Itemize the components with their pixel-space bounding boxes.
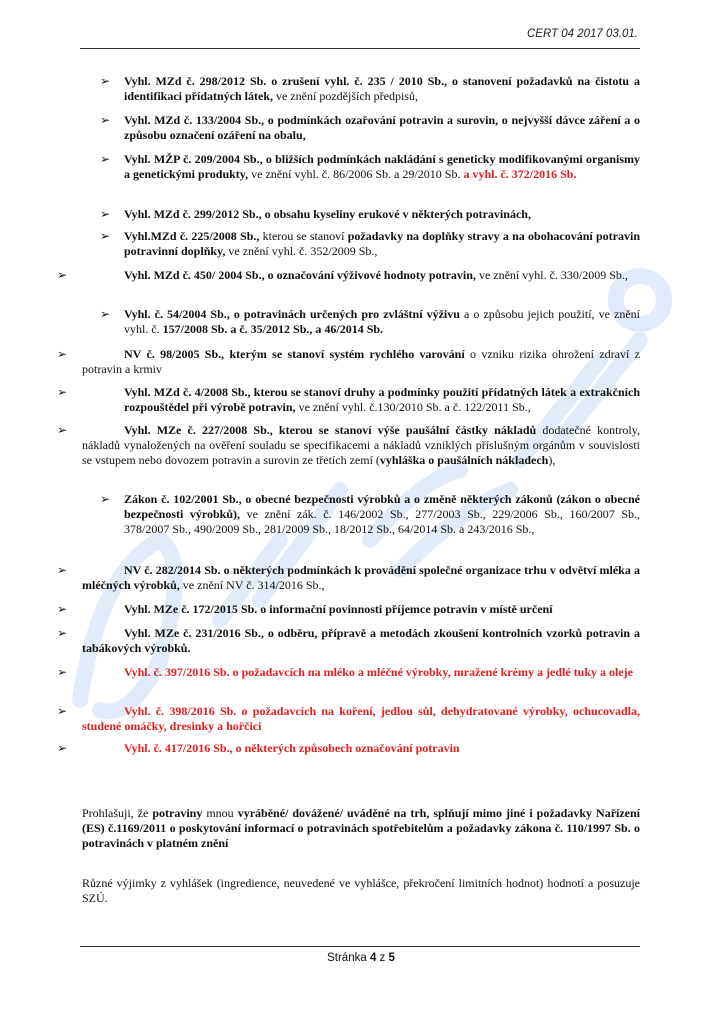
list-item-text: ve znění vyhl. č. 352/2009 Sb., [225,243,378,258]
bullet-arrow-icon: ➢ [57,626,68,640]
bullet-arrow-icon: ➢ [57,563,68,577]
list-item-title: Vyhl. č. 54/2004 Sb., o potravinách určených pro zvláštní výživu [124,307,460,321]
list-item-text: ), [548,452,556,467]
list-item [124,229,640,259]
list-item [124,385,640,415]
list-item-title: Vyhl. MZe č. 172/2015 Sb. o informační povinnosti příjemce potravin v místě určení [124,602,553,616]
bullet-arrow-icon: ➢ [57,602,68,616]
list-item-title: Vyhl. MZd č. 299/2012 Sb., o obsahu kyseliny erukové v některých potravinách, [124,207,531,221]
declaration-text-bold: potraviny [152,806,203,820]
list-item-text: ve znění zák. č. 146/2002 Sb., 277/2003 Sb., 229/2006 Sb., 160/2007 Sb., 378/2007 Sb., 490/2009 Sb., 281/2009 Sb., 18/2012 Sb., 64/2014 Sb. a 243/2016 Sb., [124,506,641,536]
declaration-text: Prohlašuji, že [82,806,153,820]
bullet-arrow-icon: ➢ [57,268,68,282]
list-item [124,113,640,143]
list-item [82,741,640,756]
list-item [82,347,640,377]
list-item [82,423,640,467]
list-item-highlight: Vyhl. č. 398/2016 Sb. o požadavcích na koření, jedlou sůl, dehydratované výrobky, ochucovadla, studené omáčky, dresinky a hořčici [82,704,640,733]
declaration-text-bold: vyráběné/ dovážené/ uváděné na trh, splňují mimo jiné i požadavky Nařízení (ES) č.1169/2011 o poskytování informací o potravinách spotřebitelům a požadavky zákona č. 110/1997 Sb. o potravinách v platném znění [82,806,641,850]
bullet-arrow-icon: ➢ [100,152,111,166]
list-item-title: Vyhl. MZe č. 231/2016 Sb., o odběru, přípravě a metodách zkoušení kontrolních vzorků potravin a tabákových výrobků. [82,626,640,655]
list-item [124,152,640,182]
list-item-highlight: Vyhl. č. 397/2016 Sb. o požadavcích na mléko a mléčné výrobky, mražené krémy a jedlé tuky a oleje [124,665,633,679]
bullet-arrow-icon: ➢ [57,741,68,755]
page-label: Stránka [327,952,370,964]
list-item-title: Vyhl. MZd č. 450/ 2004 Sb., o označování výživové hodnoty potravin, [124,268,476,282]
bullet-arrow-icon: ➢ [100,307,111,321]
exemptions-paragraph: Různé výjimky z vyhlášek (ingredience, neuvedené ve vyhlášce, překročení limitních hodnot) hodnotí a posuzuje SZÚ. [82,876,640,905]
list-item [124,492,640,536]
list-item-highlight: a vyhl. č. 372/2016 Sb. [460,166,577,181]
bullet-arrow-icon: ➢ [57,385,68,399]
list-item [124,74,640,104]
list-item [124,602,640,617]
list-item-text: ve znění vyhl. č.130/2010 Sb. a č. 122/2011 Sb., [295,399,531,414]
bullet-arrow-icon: ➢ [57,665,68,679]
list-item-text: ve znění vyhl. č. 330/2009 Sb., [475,268,628,282]
bullet-arrow-icon: ➢ [100,492,111,506]
list-item-text: ve znění pozdějších předpisů, [273,88,418,103]
document-reference: CERT 04 2017 03.01. [526,28,638,40]
list-item-title: Vyhl. MZd č. 133/2004 Sb., o podmínkách ozařování potravin a surovin, o nejvyšší dávce záření a o způsobu označení ozáření na obalu, [124,113,640,142]
list-item-title: Vyhl. MŽP č. 209/2004 Sb., o bližších podmínkách nakládání s geneticky modifikovanými organismy a genetickými produkty, [124,152,640,181]
list-item-text: ve znění vyhl. č. 86/2006 Sb. a 29/2010 Sb. [248,166,461,181]
bullet-arrow-icon: ➢ [100,74,111,88]
list-item [82,626,640,656]
list-item-highlight: Vyhl. č. 417/2016 Sb., o některých způsobech označování potravin [124,741,460,755]
list-item-title: požadavky na doplňky stravy a na obohacování potravin potravinní doplňky, [124,229,640,258]
list-item-title: vyhláška o paušálních nákladech [379,452,549,467]
declaration-text: mnou [202,806,238,820]
list-item [124,307,640,337]
list-item-title: Vyhl. MZe č. 227/2008 Sb., kterou se stanoví výše paušální částky nákladů [124,423,537,437]
current-page: 4 [369,952,377,964]
list-item-title: 157/2008 Sb. a č. 35/2012 Sb., a 46/2014 Sb. [162,321,384,336]
total-pages: 5 [388,952,395,964]
bullet-arrow-icon: ➢ [57,347,68,361]
list-item-title: Vyhl. MZd č. 298/2012 Sb. o zrušení vyhl. č. 235 / 2010 Sb., o stanovení požadavků na čistotu a identifikaci přídatných látek, [124,74,640,103]
list-item-text: ve znění NV č. 314/2016 Sb., [179,577,325,592]
list-item [82,268,640,283]
bullet-arrow-icon: ➢ [100,207,111,221]
list-item-text: kterou se stanoví [259,229,348,243]
list-item-text: dodatečné kontroly, nákladů vynaložených na ověření souladu se specifikacemi a nákladů vzniklých příslušným orgánům v souvislosti se vstupem nebo dovozem potravin a surovin ze třetích zemí ( [82,423,640,467]
page-number [0,952,722,964]
header-divider [80,48,640,49]
list-item-text: o vzniku rizika ohrožení zdraví z potravin a krmiv [82,347,640,376]
footer-divider [80,946,640,947]
list-item-title: NV č. 282/2014 Sb. o některých podmínkách k provádění společné organizace trhu v odvětví mléka a mléčných výrobků, [82,563,640,592]
list-item [82,563,640,593]
list-item-text: a o způsobu jejich použití, ve znění vyhl. č. [124,307,640,336]
bullet-arrow-icon: ➢ [57,704,68,718]
list-item-title: Vyhl. MZd č. 4/2008 Sb., kterou se stanoví druhy a podmínky použití přídatných látek a extrakčních rozpouštědel při výrobě potravin, [124,385,640,414]
bullet-arrow-icon: ➢ [57,423,68,437]
list-item-title: NV č. 98/2005 Sb., kterým se stanoví systém rychlého varování [124,347,465,361]
bullet-arrow-icon: ➢ [100,113,111,127]
list-item-title: Vyhl.MZd č. 225/2008 Sb., [124,229,260,243]
list-item [82,665,640,680]
page-separator: z [376,952,389,964]
list-item-title: Zákon č. 102/2001 Sb., o obecné bezpečnosti výrobků a o změně některých zákonů (zákon o obecné bezpečnosti výrobků), [124,492,640,521]
list-item [124,207,640,222]
list-item [82,704,640,734]
declaration-paragraph [82,806,640,851]
bullet-arrow-icon: ➢ [100,229,111,243]
